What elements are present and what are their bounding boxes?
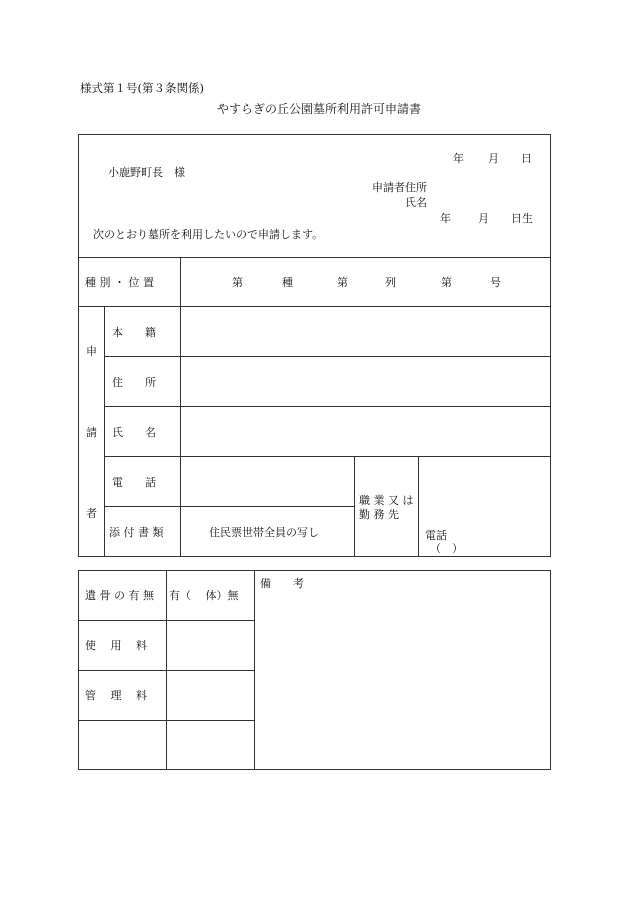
name-label: 氏 名 xyxy=(112,426,156,439)
form-title: やすらぎの丘公園墓所利用許可申請書 xyxy=(217,102,422,116)
divider xyxy=(78,306,551,307)
occupation-phone-paren: （ ） xyxy=(430,542,463,555)
birth-month: 月 xyxy=(478,212,489,225)
applicant-side-char: 請 xyxy=(86,426,97,439)
attachments-value: 住民票世帯全員の写し xyxy=(209,526,319,539)
address-label: 住 所 xyxy=(112,376,156,389)
divider xyxy=(180,257,181,557)
form-number: 様式第１号(第３条関係) xyxy=(80,81,204,95)
divider xyxy=(104,406,551,407)
applicant-name-label: 氏名 xyxy=(405,196,427,209)
application-table xyxy=(78,134,551,557)
honseki-label: 本 籍 xyxy=(112,326,156,339)
divider xyxy=(104,456,551,457)
divider xyxy=(418,456,419,557)
applicant-side-char: 者 xyxy=(86,507,97,520)
divider xyxy=(104,306,105,557)
divider xyxy=(104,506,354,507)
date-month: 月 xyxy=(488,152,499,165)
remarks-label: 備 考 xyxy=(260,577,304,590)
occupation-phone-label: 電話 xyxy=(425,529,447,542)
divider xyxy=(78,257,551,258)
divider xyxy=(78,670,254,671)
divider xyxy=(354,456,355,557)
location-label: 種 別 ・ 位 置 xyxy=(85,276,154,289)
birth-year: 年 xyxy=(440,212,451,225)
divider xyxy=(78,720,254,721)
attachments-label: 添 付 書 類 xyxy=(109,526,164,539)
occupation-label-2: 勤 務 先 xyxy=(359,508,399,521)
remains-label: 遺 骨 の 有 無 xyxy=(85,589,154,602)
location-gou: 号 xyxy=(490,276,501,289)
divider xyxy=(78,620,254,621)
usage-fee-label: 使 用 料 xyxy=(85,639,147,652)
location-dai-1: 第 xyxy=(232,276,243,289)
management-fee-label: 管 理 料 xyxy=(85,689,147,702)
location-retsu: 列 xyxy=(385,276,396,289)
statement: 次のとおり墓所を利用したいので申請します。 xyxy=(93,228,324,241)
birth-day: 日生 xyxy=(511,212,533,225)
remains-value: 有（ 体）無 xyxy=(169,589,239,602)
location-dai-2: 第 xyxy=(337,276,348,289)
applicant-address-label: 申請者住所 xyxy=(372,181,427,194)
date-year: 年 xyxy=(453,152,464,165)
divider xyxy=(254,570,255,770)
occupation-label-1: 職 業 又 は xyxy=(359,494,414,507)
date-day: 日 xyxy=(521,152,532,165)
divider xyxy=(104,356,551,357)
location-dai-3: 第 xyxy=(441,276,452,289)
addressee: 小鹿野町長 様 xyxy=(108,166,185,179)
applicant-side-char: 申 xyxy=(86,345,97,358)
location-shu: 種 xyxy=(282,276,293,289)
phone-label: 電 話 xyxy=(112,476,156,489)
